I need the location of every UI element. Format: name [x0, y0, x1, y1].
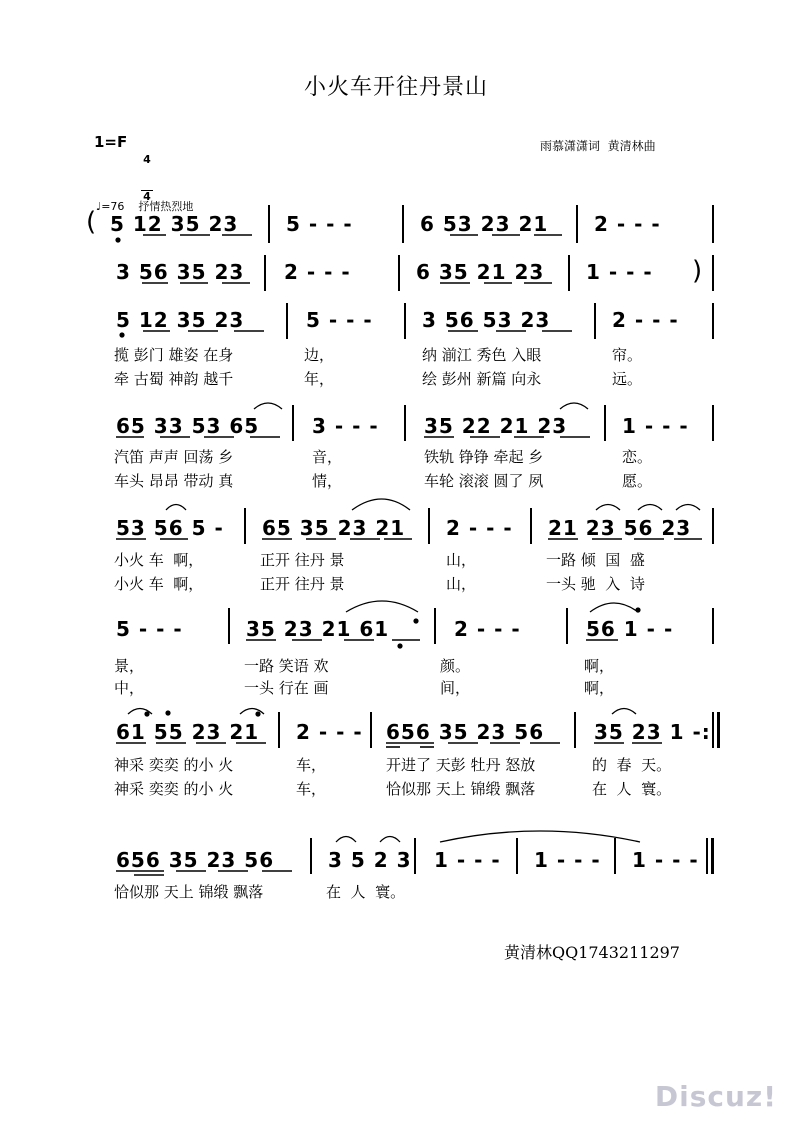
barline	[292, 405, 294, 441]
intro-measure: 6 53 23 21	[420, 212, 549, 236]
measure-notes: 35 23 21 61	[246, 617, 390, 641]
lyric-line-2: 年，	[304, 370, 335, 388]
watermark: Discuz!	[654, 1080, 777, 1113]
lyric-line-2: 恰似那 天上 锦缎 飘落	[386, 780, 536, 798]
barline	[712, 255, 714, 291]
high-octave-dot	[635, 607, 640, 612]
measure-notes: 5 12 35 23	[116, 308, 245, 332]
intro-measure: 5 - - -	[286, 212, 353, 236]
slur	[380, 837, 400, 843]
barline	[398, 255, 400, 291]
repeat-barline-thick	[717, 712, 720, 748]
low-octave-dot	[115, 237, 120, 242]
high-octave-dot	[255, 711, 260, 716]
intro-open-paren: (	[86, 207, 97, 237]
measure-notes: 53 56 5 -	[116, 516, 224, 540]
slur	[352, 499, 410, 510]
song-title: 小火车开往丹景山	[303, 75, 488, 100]
intro-measure: 1 - - -	[586, 260, 653, 284]
lyric-line-1: 车，	[296, 756, 327, 774]
measure-notes: 65 35 23 21	[262, 516, 406, 540]
barline	[286, 303, 288, 339]
lyric-line-2: 牵 古蜀 神韵 越千	[114, 370, 234, 388]
lyric-line-1: 边，	[304, 346, 335, 364]
barline	[568, 255, 570, 291]
lyric-line-2: 一头 行在 画	[244, 679, 329, 697]
lyric-line-2: 中，	[114, 679, 145, 697]
lyric-line-2: 啊，	[584, 679, 615, 697]
barline	[604, 405, 606, 441]
measure-notes: 1 - - -	[434, 848, 501, 872]
slur	[166, 505, 186, 511]
lyric-line-1: 小火 车 啊，	[114, 551, 204, 569]
lyric-line-2: 山，	[446, 575, 477, 593]
lyric-line-1: 恋。	[622, 448, 653, 466]
lyric-line-2: 愿。	[622, 472, 653, 490]
tempo-expression: 抒情热烈地	[138, 200, 194, 213]
lyric-line-1: 恰似那 天上 锦缎 飘落	[114, 883, 264, 901]
barline	[434, 608, 436, 644]
measure-notes: 2 - - -	[612, 308, 679, 332]
measure-notes: 5 - - -	[116, 617, 183, 641]
measure-notes: 3 5 2 3	[328, 848, 412, 872]
lyric-line-2: 在 人 寰。	[592, 780, 672, 798]
barline	[268, 205, 270, 243]
slur	[336, 837, 356, 843]
lyric-line-2: 绘 彭州 新篇 向永	[422, 370, 542, 388]
slur	[346, 601, 418, 612]
lyric-line-2: 小火 车 啊，	[114, 575, 204, 593]
measure-notes: 656 35 23 56	[386, 720, 545, 744]
measure-notes: 656 35 23 56	[116, 848, 275, 872]
barline	[712, 405, 714, 441]
measure-notes: 3 56 53 23	[422, 308, 551, 332]
high-octave-dot	[144, 711, 149, 716]
lyric-line-1: 颜。	[440, 657, 471, 675]
lyric-line-1: 帘。	[612, 346, 643, 364]
lyric-line-2: 车，	[296, 780, 327, 798]
lyric-line-1: 啊，	[584, 657, 615, 675]
lyric-line-2: 神采 奕奕 的小 火	[114, 780, 234, 798]
lyric-line-1: 音，	[312, 448, 343, 466]
lyric-line-2: 一头 驰 入 诗	[546, 575, 645, 593]
intro-measure: 3 56 35 23	[116, 260, 245, 284]
lyric-line-1: 在 人 寰。	[326, 883, 406, 901]
lyric-line-2: 间，	[440, 679, 471, 697]
lyric-line-1: 山，	[446, 551, 477, 569]
barline	[712, 508, 714, 544]
barline	[402, 205, 404, 243]
key-signature: 1=F	[94, 133, 128, 151]
slur	[440, 831, 640, 842]
barline	[310, 838, 312, 874]
lyric-line-2: 远。	[612, 370, 643, 388]
high-octave-dot	[165, 710, 170, 715]
barline	[404, 303, 406, 339]
measure-notes: 2 - - -	[446, 516, 513, 540]
slur	[240, 709, 264, 715]
measure-notes: 2 - - -	[296, 720, 363, 744]
barline	[404, 405, 406, 441]
barline	[712, 608, 714, 644]
slur	[590, 603, 638, 612]
barline	[264, 255, 266, 291]
measure-notes: 1 - - -	[632, 848, 699, 872]
lyric-line-1: 一路 倾 国 盛	[546, 551, 645, 569]
measure-notes: 5 - - -	[306, 308, 373, 332]
lyric-line-1: 铁轨 铮铮 牵起 乡	[424, 448, 544, 466]
measure-notes: 1 - - -	[622, 414, 689, 438]
meter-bottom: 4	[141, 190, 153, 203]
slur	[596, 505, 620, 511]
author-signature: 黄清林QQ1743211297	[503, 943, 680, 962]
barline	[244, 508, 246, 544]
tempo-note: ♩=76	[96, 200, 125, 213]
tempo-marking	[89, 185, 193, 214]
measure-notes: 1 - - -	[534, 848, 601, 872]
barline	[414, 838, 416, 874]
intro-measure: 2 - - -	[284, 260, 351, 284]
high-octave-dot	[413, 618, 418, 623]
barline	[712, 303, 714, 339]
barline	[566, 608, 568, 644]
slur	[676, 505, 700, 511]
barline	[594, 303, 596, 339]
measure-notes: 2 - - -	[454, 617, 521, 641]
lyric-line-2: 情，	[312, 472, 343, 490]
intro-measure: 2 - - -	[594, 212, 661, 236]
slur	[612, 709, 636, 715]
barline	[530, 508, 532, 544]
lyric-line-1: 一路 笑语 欢	[244, 657, 329, 675]
slur	[638, 505, 662, 511]
intro-measure: 6 35 21 23	[416, 260, 545, 284]
slur	[128, 709, 152, 715]
lyric-line-1: 揽 彭门 雄姿 在身	[114, 346, 234, 364]
barline	[574, 712, 576, 748]
barline	[278, 712, 280, 748]
barline	[228, 608, 230, 644]
low-octave-dot	[119, 332, 124, 337]
measure-notes: 3 - - -	[312, 414, 379, 438]
lyric-line-2: 车轮 滚滚 圆了 夙	[424, 472, 544, 490]
barline	[370, 712, 372, 748]
lyric-line-1: 神采 奕奕 的小 火	[114, 756, 234, 774]
barline	[712, 205, 714, 243]
credits: 雨慕潇潇词 黄清林曲	[540, 139, 656, 153]
barline	[614, 838, 616, 874]
intro-close-paren: )	[692, 256, 703, 286]
final-barline-thick	[711, 838, 714, 874]
lyric-line-1: 正开 往丹 景	[260, 551, 345, 569]
barline	[576, 205, 578, 243]
lyric-line-1: 纳 湔江 秀色 入眼	[422, 346, 542, 364]
lyric-line-2: 车头 昂昂 带动 真	[114, 472, 234, 490]
lyric-line-1: 汽笛 声声 回荡 乡	[114, 448, 234, 466]
measure-notes: 35 23 1 -:	[594, 720, 711, 744]
measure-notes: 65 33 53 65	[116, 414, 260, 438]
meter-top: 4	[143, 153, 151, 166]
lyric-line-1: 的 春 天。	[592, 756, 672, 774]
measure-notes: 21 23 56 23	[548, 516, 692, 540]
measure-notes: 35 22 21 23	[424, 414, 568, 438]
barline	[516, 838, 518, 874]
lyric-line-1: 景，	[114, 657, 145, 675]
lyric-line-1: 开进了 天彭 牡丹 怒放	[386, 756, 536, 774]
intro-measure: 5 12 35 23	[110, 212, 239, 236]
final-barline-thin	[706, 838, 708, 874]
repeat-barline-thin	[712, 712, 714, 748]
barline	[428, 508, 430, 544]
slur	[560, 403, 588, 409]
measure-notes: 56 1 - -	[586, 617, 674, 641]
measure-notes: 61 55 23 21	[116, 720, 260, 744]
slur	[254, 403, 282, 409]
lyric-line-2: 正开 往丹 景	[260, 575, 345, 593]
low-octave-dot	[397, 643, 402, 648]
